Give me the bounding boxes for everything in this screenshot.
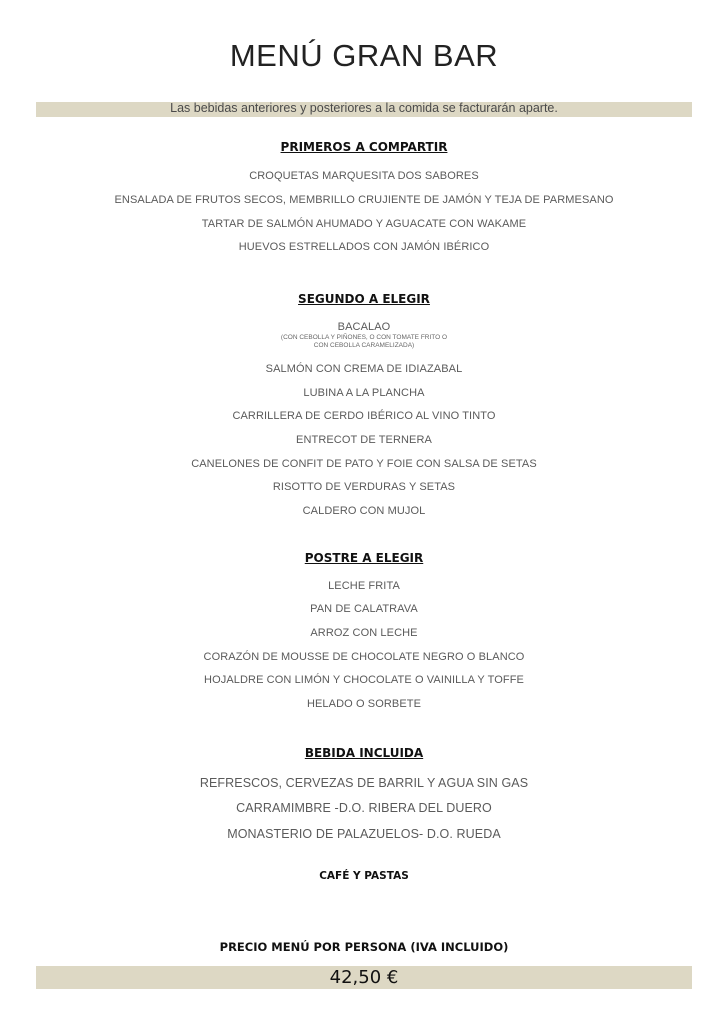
- price-value: 42,50 €: [329, 967, 399, 988]
- menu-item: REFRESCOS, CERVEZAS DE BARRIL Y AGUA SIN GAS: [199, 776, 529, 790]
- notice-text: Las bebidas anteriores y posteriores a la comida se facturarán aparte.: [170, 101, 558, 115]
- menu-item: LUBINA A LA PLANCHA: [303, 387, 425, 399]
- section-heading-segundo: SEGUNDO A ELEGIR: [298, 292, 430, 306]
- menu-item: PAN DE CALATRAVA: [310, 603, 418, 615]
- menu-item: ARROZ CON LECHE: [310, 627, 418, 639]
- menu-title: MENÚ GRAN BAR: [229, 38, 499, 73]
- menu-item-note: CON CEBOLLA CARAMELIZADA): [313, 342, 415, 349]
- menu-item: ENTRECOT DE TERNERA: [296, 434, 432, 446]
- menu-item-note: (CON CEBOLLA Y PIÑONES, O CON TOMATE FRITO O: [280, 334, 448, 341]
- section-heading-primeros: PRIMEROS A COMPARTIR: [280, 140, 448, 154]
- menu-item: BACALAO: [337, 321, 391, 333]
- cafe-heading: CAFÉ Y PASTAS: [319, 870, 409, 882]
- menu-item: HELADO O SORBETE: [306, 698, 422, 710]
- menu-item: CROQUETAS MARQUESITA DOS SABORES: [249, 170, 479, 182]
- menu-item: HOJALDRE CON LIMÓN Y CHOCOLATE O VAINILLA Y TOFFE: [204, 674, 524, 686]
- menu-item: ENSALADA DE FRUTOS SECOS, MEMBRILLO CRUJIENTE DE JAMÓN Y TEJA DE PARMESANO: [114, 194, 614, 206]
- menu-item: CARRAMIMBRE -D.O. RIBERA DEL DUERO: [236, 801, 492, 815]
- section-heading-postre: POSTRE A ELEGIR: [304, 551, 424, 565]
- menu-item: CARRILLERA DE CERDO IBÉRICO AL VINO TINTO: [232, 410, 496, 422]
- menu-item: MONASTERIO DE PALAZUELOS- D.O. RUEDA: [227, 827, 501, 841]
- menu-item: CANELONES DE CONFIT DE PATO Y FOIE CON SALSA DE SETAS: [191, 458, 537, 470]
- menu-item: CALDERO CON MUJOL: [302, 505, 426, 517]
- menu-item: LECHE FRITA: [328, 580, 400, 592]
- menu-item: RISOTTO DE VERDURAS Y SETAS: [272, 481, 456, 493]
- menu-item: CORAZÓN DE MOUSSE DE CHOCOLATE NEGRO O BLANCO: [203, 651, 525, 663]
- section-heading-bebida: BEBIDA INCLUIDA: [304, 746, 424, 760]
- price-label: PRECIO MENÚ POR PERSONA (IVA INCLUIDO): [219, 940, 509, 954]
- menu-item: SALMÓN CON CREMA DE IDIAZABAL: [265, 363, 463, 375]
- menu-item: TARTAR DE SALMÓN AHUMADO Y AGUACATE CON WAKAME: [201, 218, 527, 230]
- menu-item: HUEVOS ESTRELLADOS CON JAMÓN IBÉRICO: [238, 241, 490, 253]
